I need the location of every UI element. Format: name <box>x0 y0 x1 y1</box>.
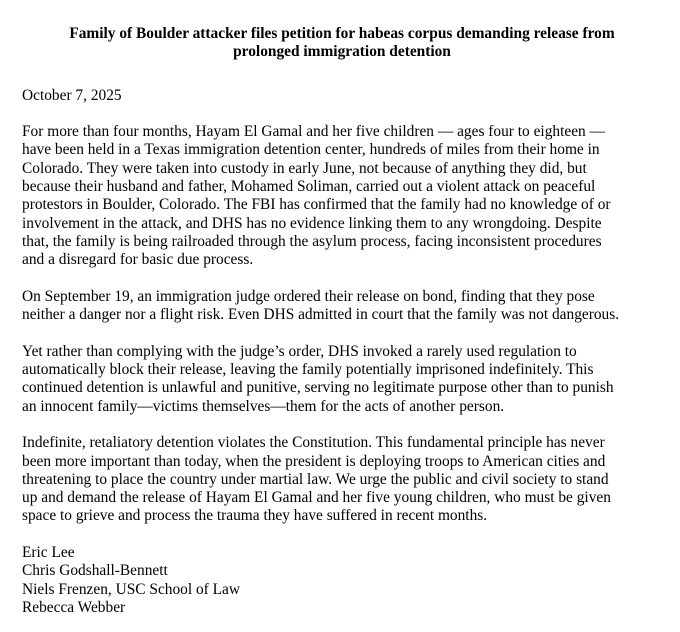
paragraph-line: Colorado. They were taken into custody in early June, not because of anything they did, but <box>22 159 587 177</box>
paragraph-line: automatically block their release, leaving the family potentially imprisoned indefinitely. This <box>22 361 594 379</box>
paragraph-line: continued detention is unlawful and punitive, serving no legitimate purpose other than to punish <box>22 379 614 397</box>
paragraph-line: Yet rather than complying with the judge’s order, DHS invoked a rarely used regulation to <box>22 342 577 360</box>
paragraph-3 <box>22 343 662 416</box>
signatory: Rebecca Webber <box>22 598 126 616</box>
paragraph-line: threatening to place the country under martial law. We urge the public and civil society to stand <box>22 470 609 488</box>
paragraph-line: because their husband and father, Mohamed Soliman, carried out a violent attack on peaceful <box>22 178 596 196</box>
paragraph-line: up and demand the release of Hayam El Gamal and her five young children, who must be given <box>22 489 611 507</box>
paragraph-line: On September 19, an immigration judge ordered their release on bond, finding that they pose <box>22 287 595 305</box>
title-line: Family of Boulder attacker files petition for habeas corpus demanding release from <box>69 25 615 42</box>
paragraph-line: Indefinite, retaliatory detention violates the Constitution. This fundamental principle has never <box>22 434 605 452</box>
signatories <box>22 544 662 617</box>
title-line: prolonged immigration detention <box>233 43 451 61</box>
signatory: Niels Frenzen, USC School of Law <box>22 580 241 598</box>
paragraph-line: an innocent family—victims themselves—them for the acts of another person. <box>22 397 505 415</box>
paragraph-line: and a disregard for basic due process. <box>22 251 254 269</box>
paragraph-line: involvement in the attack, and DHS has no evidence linking them to any wrongdoing. Despite <box>22 214 602 232</box>
paragraph-1 <box>22 123 662 269</box>
document-page <box>22 25 662 617</box>
paragraph-line: that, the family is being railroaded through the asylum process, facing inconsistent procedures <box>22 232 602 250</box>
signatory: Eric Lee <box>22 544 75 562</box>
paragraph-line: space to grieve and process the trauma they have suffered in recent months. <box>22 507 488 525</box>
paragraph-2 <box>22 288 662 325</box>
paragraph-4 <box>22 434 662 525</box>
paragraph-line: have been held in a Texas immigration detention center, hundreds of miles from their home in <box>22 141 600 159</box>
paragraph-line: For more than four months, Hayam El Gamal and her five children — ages four to eighteen — <box>22 123 605 141</box>
paragraph-line: been more important than today, when the president is deploying troops to American cities and <box>22 452 606 470</box>
paragraph-line: protestors in Boulder, Colorado. The FBI has confirmed that the family had no knowledge of or <box>22 196 611 214</box>
paragraph-line: neither a danger nor a flight risk. Even DHS admitted in court that the family was not dangerous. <box>22 306 620 324</box>
signatory: Chris Godshall-Bennett <box>22 562 168 580</box>
document-date: October 7, 2025 <box>22 86 122 104</box>
document-title <box>22 25 662 62</box>
